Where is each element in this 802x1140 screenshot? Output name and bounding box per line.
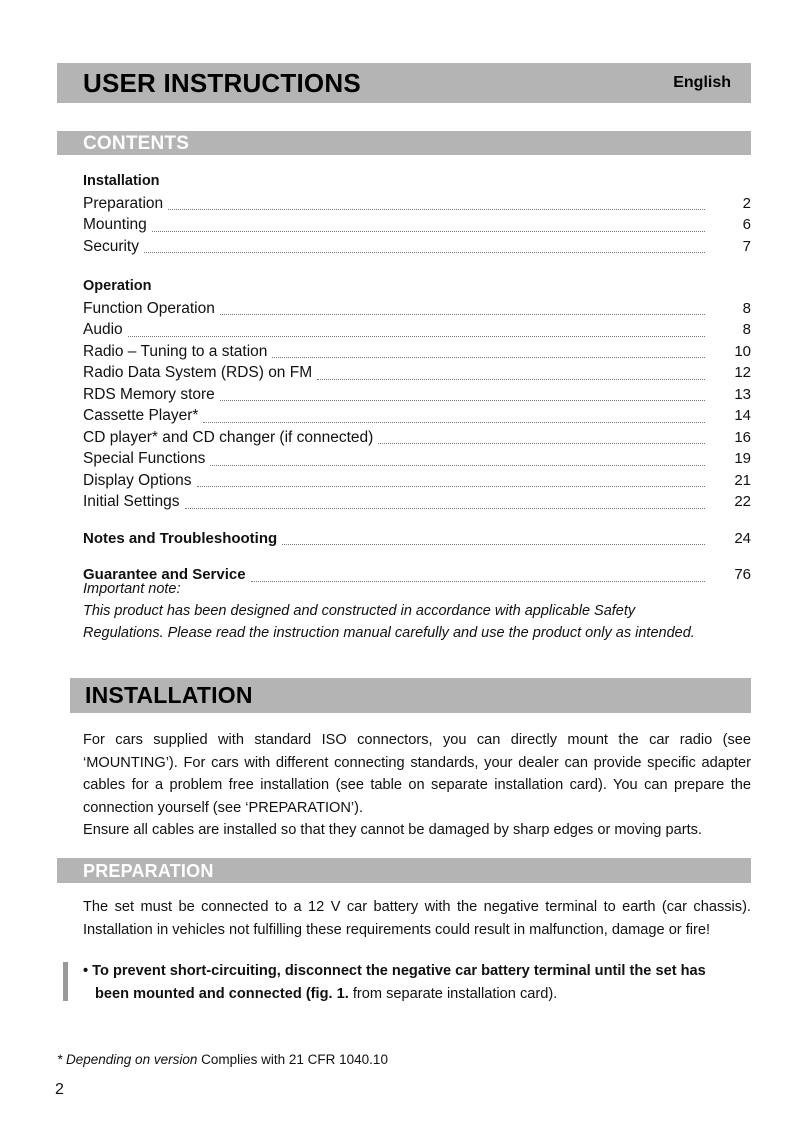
toc-leader-dots [317,379,705,380]
preparation-body [83,896,751,941]
contents-section-banner [57,131,751,155]
toc-entry-label: Notes and Troubleshooting [83,529,278,547]
installation-paragraph-1: For cars supplied with standard ISO connectors, you can directly mount the car radio (see ‘MOUNTING’). For cars with different connecting standards, your dealer can provide specific adapter cables for a problem free installation (see table on separate installation card). You can prepare the connection yourself (see ‘PREPARATION’). [83,732,751,816]
toc-leader-dots [210,465,705,466]
important-note [83,578,751,644]
toc-row[interactable] [83,298,751,320]
warning-bullet-block [63,960,751,1005]
toc-entry-label: Display Options [83,471,192,489]
page-number: 2 [55,1081,64,1098]
toc-entry-label: Guarantee and Service [83,566,246,583]
toc-page-number: 10 [734,342,751,360]
toc-row[interactable] [83,341,751,363]
toc-page-number: 14 [734,407,751,424]
toc-row[interactable] [83,427,751,449]
toc-entry-label: Function Operation [83,299,215,317]
toc-leader-dots [220,314,705,315]
toc-row[interactable] [83,214,751,236]
warning-bullet-line-2-bold: been mounted and connected (fig. 1. [95,985,349,1002]
toc-row[interactable] [83,319,751,341]
toc-leader-dots [272,357,705,358]
toc-page-number: 6 [742,216,751,233]
footnote [57,1051,388,1069]
toc-entry-label: Initial Settings [83,493,180,510]
toc-page-number: 7 [742,237,751,255]
title-banner [57,63,751,103]
warning-bullet-line-2-plain: from separate installation card). [348,985,558,1002]
toc-page-number: 8 [742,299,751,317]
toc-leader-dots [185,508,706,509]
important-note-line-2: Regulations. Please read the instruction manual carefully and use the product only as intended. [83,625,695,641]
toc-row[interactable] [83,193,751,215]
toc-row[interactable] [83,405,751,427]
table-of-contents [83,171,751,586]
toc-page-number: 16 [734,428,751,446]
warning-bullet-line-1: • To prevent short-circuiting, disconnect the negative car battery terminal until the set has [83,963,706,979]
toc-row[interactable] [83,236,751,258]
footnote-italic-part: * Depending on version [57,1052,198,1067]
installation-section-label: INSTALLATION [85,682,253,708]
toc-group-heading-installation: Installation [83,173,160,189]
toc-group-heading-operation: Operation [83,278,152,294]
page-title: USER INSTRUCTIONS [83,68,361,98]
toc-page-number: 22 [734,493,751,510]
side-rule-marker [63,962,68,1001]
toc-entry-label: Radio Data System (RDS) on FM [83,364,313,381]
toc-entry-label: Preparation [83,194,164,212]
installation-body [83,729,751,842]
toc-leader-dots [144,252,705,253]
preparation-paragraph: The set must be connected to a 12 V car battery with the negative terminal to earth (car chassis). Installation in vehicles not fulfilling these requirements could result in malfunction, damage or fire! [83,899,751,938]
toc-page-number: 8 [742,321,751,338]
toc-page-number: 21 [734,471,751,489]
toc-leader-dots [197,486,705,487]
preparation-section-label: PREPARATION [83,860,214,881]
toc-page-number: 12 [734,364,751,381]
toc-entry-label: CD player* and CD changer (if connected) [83,428,374,446]
language-label: English [673,74,731,91]
toc-gap [83,513,751,528]
toc-row[interactable] [83,384,751,406]
footnote-plain-part: Complies with 21 CFR 1040.10 [197,1052,388,1067]
toc-page-number: 19 [734,450,751,467]
toc-page-number: 24 [734,529,751,547]
toc-leader-dots [220,400,705,401]
toc-entry-label: Cassette Player* [83,407,199,424]
installation-paragraph-2: Ensure all cables are installed so that they cannot be damaged by sharp edges or moving parts. [83,822,702,838]
preparation-section-banner [57,858,751,883]
toc-page-number: 2 [742,194,751,212]
toc-row[interactable] [83,491,751,513]
warning-bullet-text [83,960,751,1005]
toc-leader-dots [282,544,705,545]
toc-leader-dots [378,443,705,444]
toc-row[interactable] [83,362,751,384]
toc-entry-label: Audio [83,321,123,338]
toc-row[interactable] [83,448,751,470]
contents-section-label: CONTENTS [83,132,190,154]
important-note-heading: Important note: [83,581,181,597]
toc-leader-dots [128,336,705,337]
toc-entry-label: RDS Memory store [83,385,215,403]
important-note-line-1: This product has been designed and constructed in accordance with applicable Safety [83,603,636,619]
warning-bullet-line-2 [83,983,751,1006]
toc-leader-dots [152,231,705,232]
toc-leader-dots [203,422,705,423]
toc-row[interactable] [83,470,751,492]
toc-leader-dots [168,209,705,210]
toc-gap [83,549,751,564]
installation-section-banner [70,678,751,713]
toc-page-number: 76 [734,566,751,583]
toc-entry-label: Special Functions [83,450,206,467]
toc-row[interactable] [83,528,751,550]
toc-entry-label: Radio – Tuning to a station [83,342,268,360]
toc-gap [83,257,751,276]
toc-entry-label: Mounting [83,216,147,233]
toc-page-number: 13 [734,385,751,403]
toc-entry-label: Security [83,237,139,255]
